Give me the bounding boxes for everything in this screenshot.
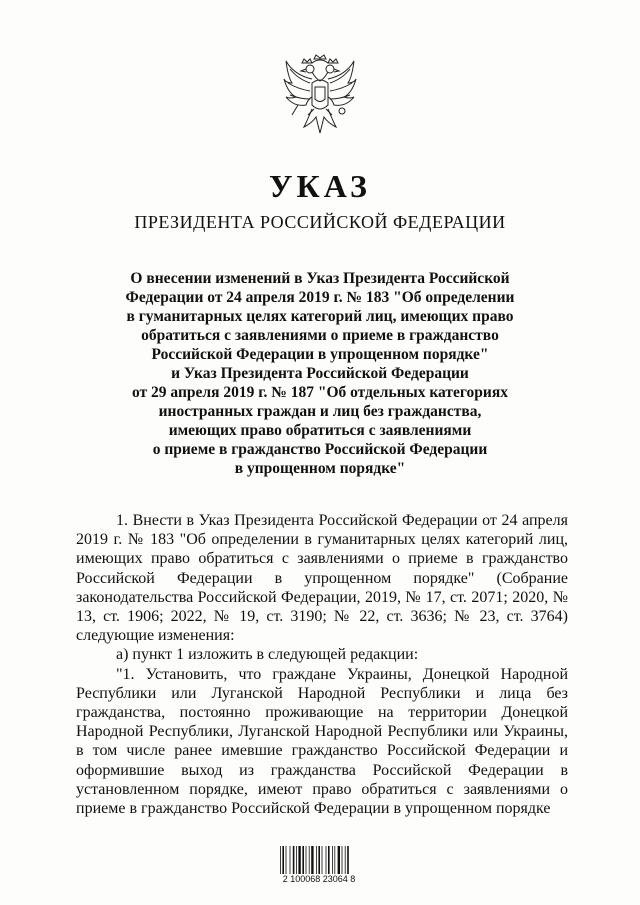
title-line: и Указ Президента Российской Федерации: [171, 365, 469, 382]
body-paragraph-3: "1. Установить, что граждане Украины, Донецкой Народной Республики или Луганской Народной Республики и лица без гражданства, постоянно проживающие на территории Донецкой Народной Республики, Луганской Народной Республики или Украины, в том числе ранее имевшие гражданство Российской Федерации и оформившие выход из гражданства Российской Федерации в установленном порядке, имеют право обратиться с заявлениями о приеме в гражданство Российской Федерации в упрощенном порядке: [76, 665, 568, 818]
title-line: О внесении изменений в Указ Президента Российской: [130, 270, 510, 287]
document-title: [80, 269, 560, 478]
title-line: Российской Федерации в упрощенном порядке": [151, 346, 489, 363]
title-line: в гуманитарных целях категорий лиц, имеющих право: [126, 308, 514, 325]
document-type-heading: УКАЗ: [269, 168, 371, 204]
document-body: [76, 511, 568, 818]
barcode: [274, 838, 364, 890]
body-paragraph-2: а) пункт 1 изложить в следующей редакции:: [116, 646, 419, 664]
title-line: от 29 апреля 2019 г. № 187 "Об отдельных категориях: [132, 384, 508, 401]
document-issuer-heading: ПРЕЗИДЕНТА РОССИЙСКОЙ ФЕДЕРАЦИИ: [134, 212, 506, 232]
coat-of-arms-icon: [282, 53, 358, 141]
barcode-number: 2 100068 23064 8: [282, 874, 356, 884]
title-line: в упрощенном порядке": [234, 460, 406, 477]
title-line: о приеме в гражданство Российской Федерации: [152, 441, 488, 458]
title-line: обратиться с заявлениями о приеме в гражданство: [141, 327, 499, 344]
barcode-icon: [280, 846, 358, 874]
body-paragraph-1: 1. Внести в Указ Президента Российской Федерации от 24 апреля 2019 г. № 183 "Об определении в гуманитарных целях категорий лиц, имеющих право обратиться с заявлениями о приеме в гражданство Российской Федерации в упрощенном порядке" (Собрание законодательства Российской Федерации, 2019, № 17, ст. 2071; 2020, № 13, ст. 1906; 2022, № 19, ст. 3190; № 22, ст. 3636; № 23, ст. 3764) следующие изменения:: [76, 512, 568, 645]
title-line: Федерации от 24 апреля 2019 г. № 183 "Об определении: [125, 289, 515, 306]
title-line: имеющих право обратиться с заявлениями: [168, 422, 472, 439]
title-line: иностранных граждан и лиц без гражданства,: [158, 403, 482, 420]
